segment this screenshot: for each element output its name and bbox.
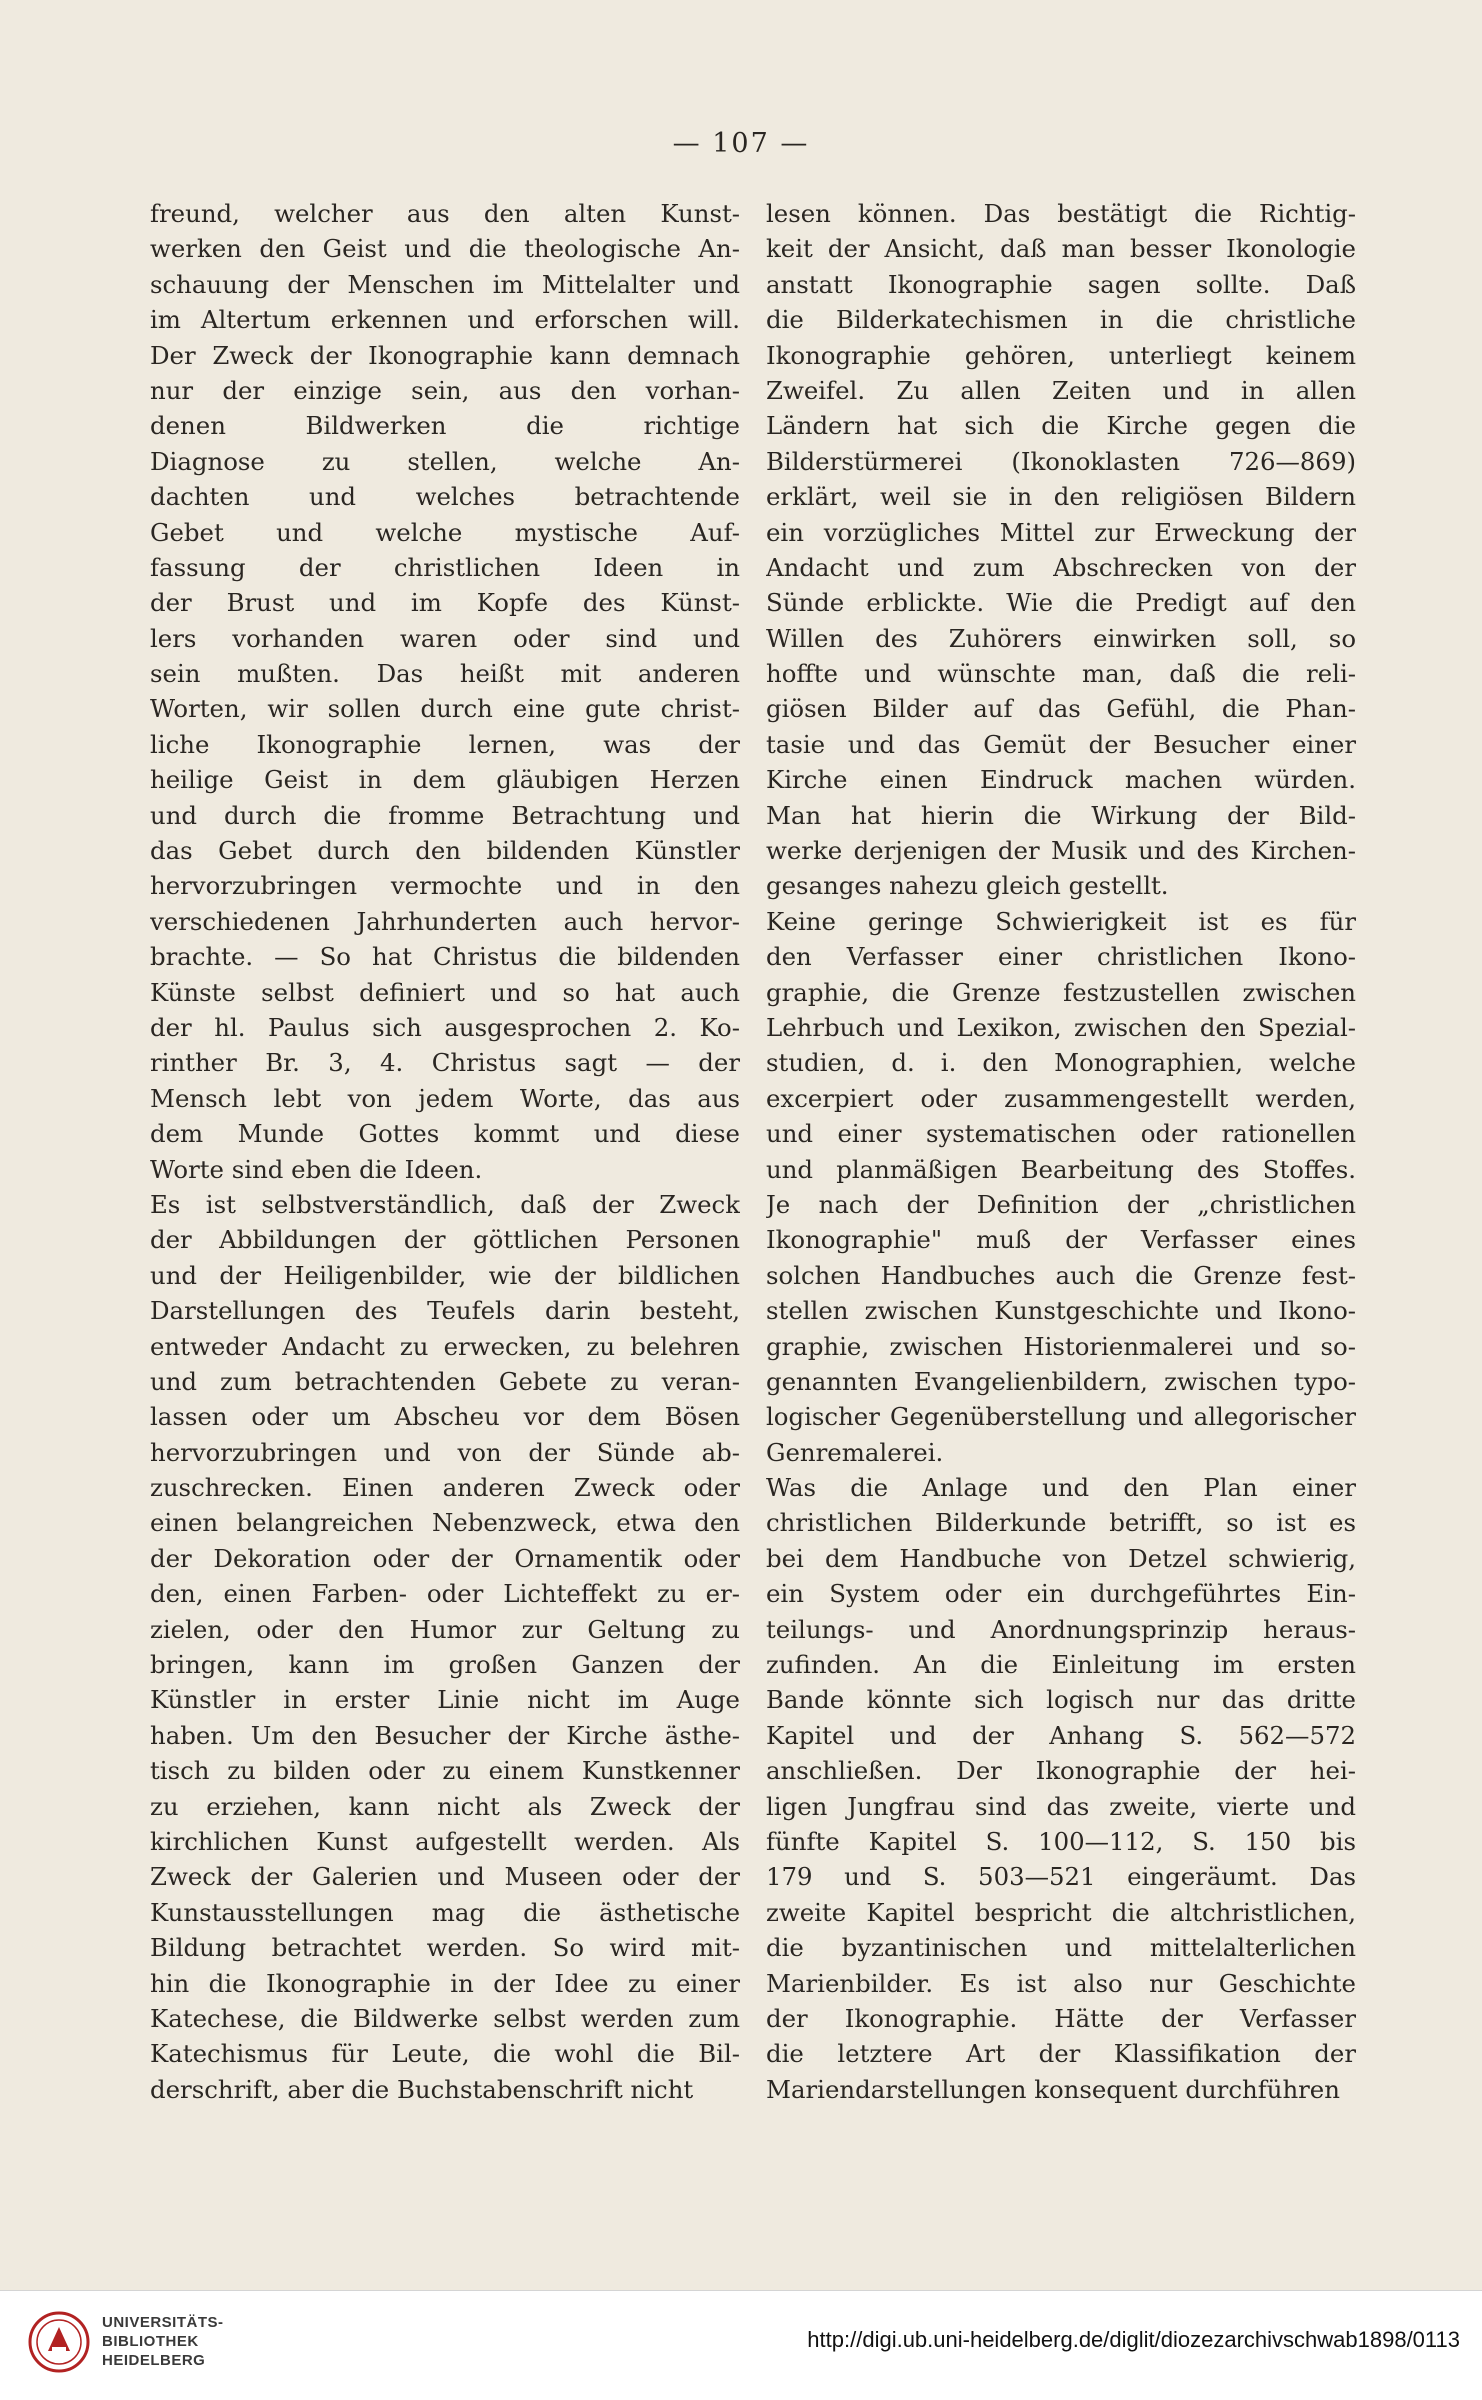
text-line: der Abbildungen der göttlichen Personen [150,1225,740,1255]
text-line: lesen können. Das bestätigt die Richtig- [766,199,1356,228]
text-line: liche Ikonographie lernen, was der [150,729,740,759]
text-line: ein System oder ein durchgeführtes Ein- [766,1579,1356,1609]
text-line: Mariendarstellungen konsequent durchführen [766,2074,1340,2104]
text-line: lassen oder um Abscheu vor dem Bösen [150,1402,740,1432]
text-line: Künstler in erster Linie nicht im Auge [150,1685,740,1715]
text-line: excerpiert oder zusammengestellt werden, [766,1083,1356,1113]
text-line: ein vorzügliches Mittel zur Erweckung der [766,517,1356,547]
text-line: werken den Geist und die theologische An- [150,234,740,264]
text-line: Je nach der Definition der „christlichen [766,1189,1356,1219]
text-line: der Dekoration oder der Ornamentik oder [150,1543,740,1573]
university-seal-icon [28,2311,90,2373]
logo-line-3: HEIDELBERG [102,2352,206,2369]
text-line: der Brust und im Kopfe des Künst- [150,588,740,618]
text-line: graphie, die Grenze festzustellen zwischen [766,977,1356,1007]
source-url-link[interactable]: http://digi.ub.uni-heidelberg.de/diglit/diozezarchivschwab1898/0113 [807,2327,1460,2352]
text-line: anschließen. Der Ikonographie der hei- [766,1756,1356,1786]
library-logo-text [102,2313,224,2370]
text-line: keit der Ansicht, daß man besser Ikonologie [766,234,1356,264]
text-line: zufinden. An die Einleitung im ersten [766,1650,1356,1680]
text-line: Bande könnte sich logisch nur das dritte [766,1685,1356,1715]
text-line: lers vorhanden waren oder sind und [150,623,740,653]
text-line: Sünde erblickte. Wie die Predigt auf den [766,588,1356,618]
text-line: zuschrecken. Einen anderen Zweck oder [150,1473,740,1503]
text-line: tisch zu bilden oder zu einem Kunstkenner [150,1756,740,1786]
text-line: erklärt, weil sie in den religiösen Bildern [766,482,1356,512]
text-line: stellen zwischen Kunstgeschichte und Ikono- [766,1296,1356,1326]
text-line: denen Bildwerken die richtige [150,411,740,441]
text-line: verschiedenen Jahrhunderten auch hervor- [150,906,740,936]
text-line: studien, d. i. den Monographien, welche [766,1048,1356,1078]
text-line: Es ist selbstverständlich, daß der Zweck [150,1189,740,1219]
text-line: Kirche einen Eindruck machen würden. [766,765,1356,795]
text-line: derschrift, aber die Buchstabenschrift nicht [150,2074,694,2104]
text-line: ligen Jungfrau sind das zweite, vierte und [766,1791,1356,1821]
text-line: Katechese, die Bildwerke selbst werden zum [150,2003,740,2033]
text-line: kirchlichen Kunst aufgestellt werden. Als [150,1826,740,1856]
text-line: christlichen Bilderkunde betrifft, so ist es [766,1508,1356,1538]
text-line: Zweck der Galerien und Museen oder der [150,1862,740,1892]
text-line: haben. Um den Besucher der Kirche ästhe- [150,1720,740,1750]
text-line: Ikonographie gehören, unterliegt keinem [766,340,1356,370]
text-line: Worten, wir sollen durch eine gute christ- [150,694,740,724]
page-number: — 107 — [672,128,810,159]
text-line: der hl. Paulus sich ausgesprochen 2. Ko- [150,1012,740,1042]
text-line: Zweifel. Zu allen Zeiten und in allen [766,375,1356,405]
logo-line-2: BIBLIOTHEK [102,2333,199,2350]
text-line: zielen, oder den Humor zur Geltung zu [150,1614,740,1644]
text-line: Diagnose zu stellen, welche An- [150,446,740,476]
text-line: Lehrbuch und Lexikon, zwischen den Spezial- [766,1012,1356,1042]
text-line: die byzantinischen und mittelalterlichen [766,1933,1356,1963]
text-line: Andacht und zum Abschrecken von der [766,552,1356,582]
text-line: Worte sind eben die Ideen. [150,1154,483,1184]
text-line: schauung der Menschen im Mittelalter und [150,269,740,299]
text-line: graphie, zwischen Historienmalerei und so- [766,1331,1356,1361]
text-line: dem Munde Gottes kommt und diese [150,1119,740,1149]
text-line: freund, welcher aus den alten Kunst- [150,199,740,228]
text-line: Man hat hierin die Wirkung der Bild- [766,800,1356,830]
text-line: nur der einzige sein, aus den vorhan- [150,375,740,405]
text-line: Bilderstürmerei (Ikonoklasten 726—869) [766,446,1356,476]
text-line: brachte. — So hat Christus die bildenden [150,942,740,972]
text-line: solchen Handbuches auch die Grenze fest- [766,1260,1356,1290]
text-line: hin die Ikonographie in der Idee zu einer [150,1968,740,1998]
text-line: und planmäßigen Bearbeitung des Stoffes. [766,1154,1356,1184]
text-line: logischer Gegenüberstellung und allegorischer [766,1402,1356,1432]
text-line: und durch die fromme Betrachtung und [150,800,740,830]
text-line: heilige Geist in dem gläubigen Herzen [150,765,740,795]
text-line: Marienbilder. Es ist also nur Geschichte [766,1968,1356,1998]
text-line: rinther Br. 3, 4. Christus sagt — der [150,1048,740,1078]
text-line: genannten Evangelienbildern, zwischen typo- [766,1366,1356,1396]
text-line: der Ikonographie. Hätte der Verfasser [766,2003,1356,2033]
text-line: und zum betrachtenden Gebete zu veran- [150,1366,740,1396]
text-line: hervorzubringen und von der Sünde ab- [150,1437,740,1467]
text-line: Kapitel und der Anhang S. 562—572 [766,1720,1356,1750]
text-line: fünfte Kapitel S. 100—112, S. 150 bis [766,1826,1356,1856]
text-line: Bildung betrachtet werden. So wird mit- [150,1933,740,1963]
text-line: die Bilderkatechismen in die christliche [766,305,1356,335]
text-line: im Altertum erkennen und erforschen will. [150,305,740,335]
text-line: Gebet und welche mystische Auf- [150,517,740,547]
text-line: und der Heiligenbilder, wie der bildlichen [150,1260,740,1290]
text-line: Ländern hat sich die Kirche gegen die [766,411,1356,441]
text-line: dachten und welches betrachtende [150,482,740,512]
text-line: entweder Andacht zu erwecken, zu belehren [150,1331,740,1361]
text-line: tasie und das Gemüt der Besucher einer [766,729,1356,759]
text-line: Mensch lebt von jedem Worte, das aus [150,1083,740,1113]
text-line: teilungs- und Anordnungsprinzip heraus- [766,1614,1356,1644]
text-line: Der Zweck der Ikonographie kann demnach [150,340,740,370]
text-line: einen belangreichen Nebenzweck, etwa den [150,1508,740,1538]
text-line: 179 und S. 503—521 eingeräumt. Das [766,1862,1356,1892]
text-line: bei dem Handbuche von Detzel schwierig, [766,1543,1356,1573]
text-line: Künste selbst definiert und so hat auch [150,977,740,1007]
text-line: Katechismus für Leute, die wohl die Bil- [150,2039,740,2069]
text-line: Darstellungen des Teufels darin besteht, [150,1296,740,1326]
text-line: Was die Anlage und den Plan einer [766,1473,1356,1503]
text-line: Willen des Zuhörers einwirken soll, so [766,623,1356,653]
text-line: Keine geringe Schwierigkeit ist es für [766,906,1356,936]
text-line: bringen, kann im großen Ganzen der [150,1650,740,1680]
text-line: Genremalerei. [766,1437,944,1467]
text-line: Kunstausstellungen mag die ästhetische [150,1897,740,1927]
text-line: und einer systematischen oder rationellen [766,1119,1356,1149]
text-line: werke derjenigen der Musik und des Kirchen- [766,836,1356,866]
text-line: giösen Bilder auf das Gefühl, die Phan- [766,694,1356,724]
text-line: das Gebet durch den bildenden Künstler [150,836,740,866]
text-line: hervorzubringen vermochte und in den [150,871,740,901]
text-line: hoffte und wünschte man, daß die reli- [766,659,1356,689]
text-line: zweite Kapitel bespricht die altchristlichen, [766,1897,1356,1927]
right-text-column [766,196,1356,2107]
text-line: sein mußten. Das heißt mit anderen [150,659,740,689]
text-line: Ikonographie" muß der Verfasser eines [766,1225,1356,1255]
text-line: anstatt Ikonographie sagen sollte. Daß [766,269,1356,299]
footer-bar [0,2290,1482,2400]
text-line: zu erziehen, kann nicht als Zweck der [150,1791,740,1821]
logo-line-1: UNIVERSITÄTS- [102,2314,224,2331]
text-line: die letztere Art der Klassifikation der [766,2039,1356,2069]
text-line: fassung der christlichen Ideen in [150,552,740,582]
text-line: den, einen Farben- oder Lichteffekt zu er- [150,1579,740,1609]
left-text-column [150,196,740,2107]
text-line: den Verfasser einer christlichen Ikono- [766,942,1356,972]
text-line: gesanges nahezu gleich gestellt. [766,871,1169,901]
